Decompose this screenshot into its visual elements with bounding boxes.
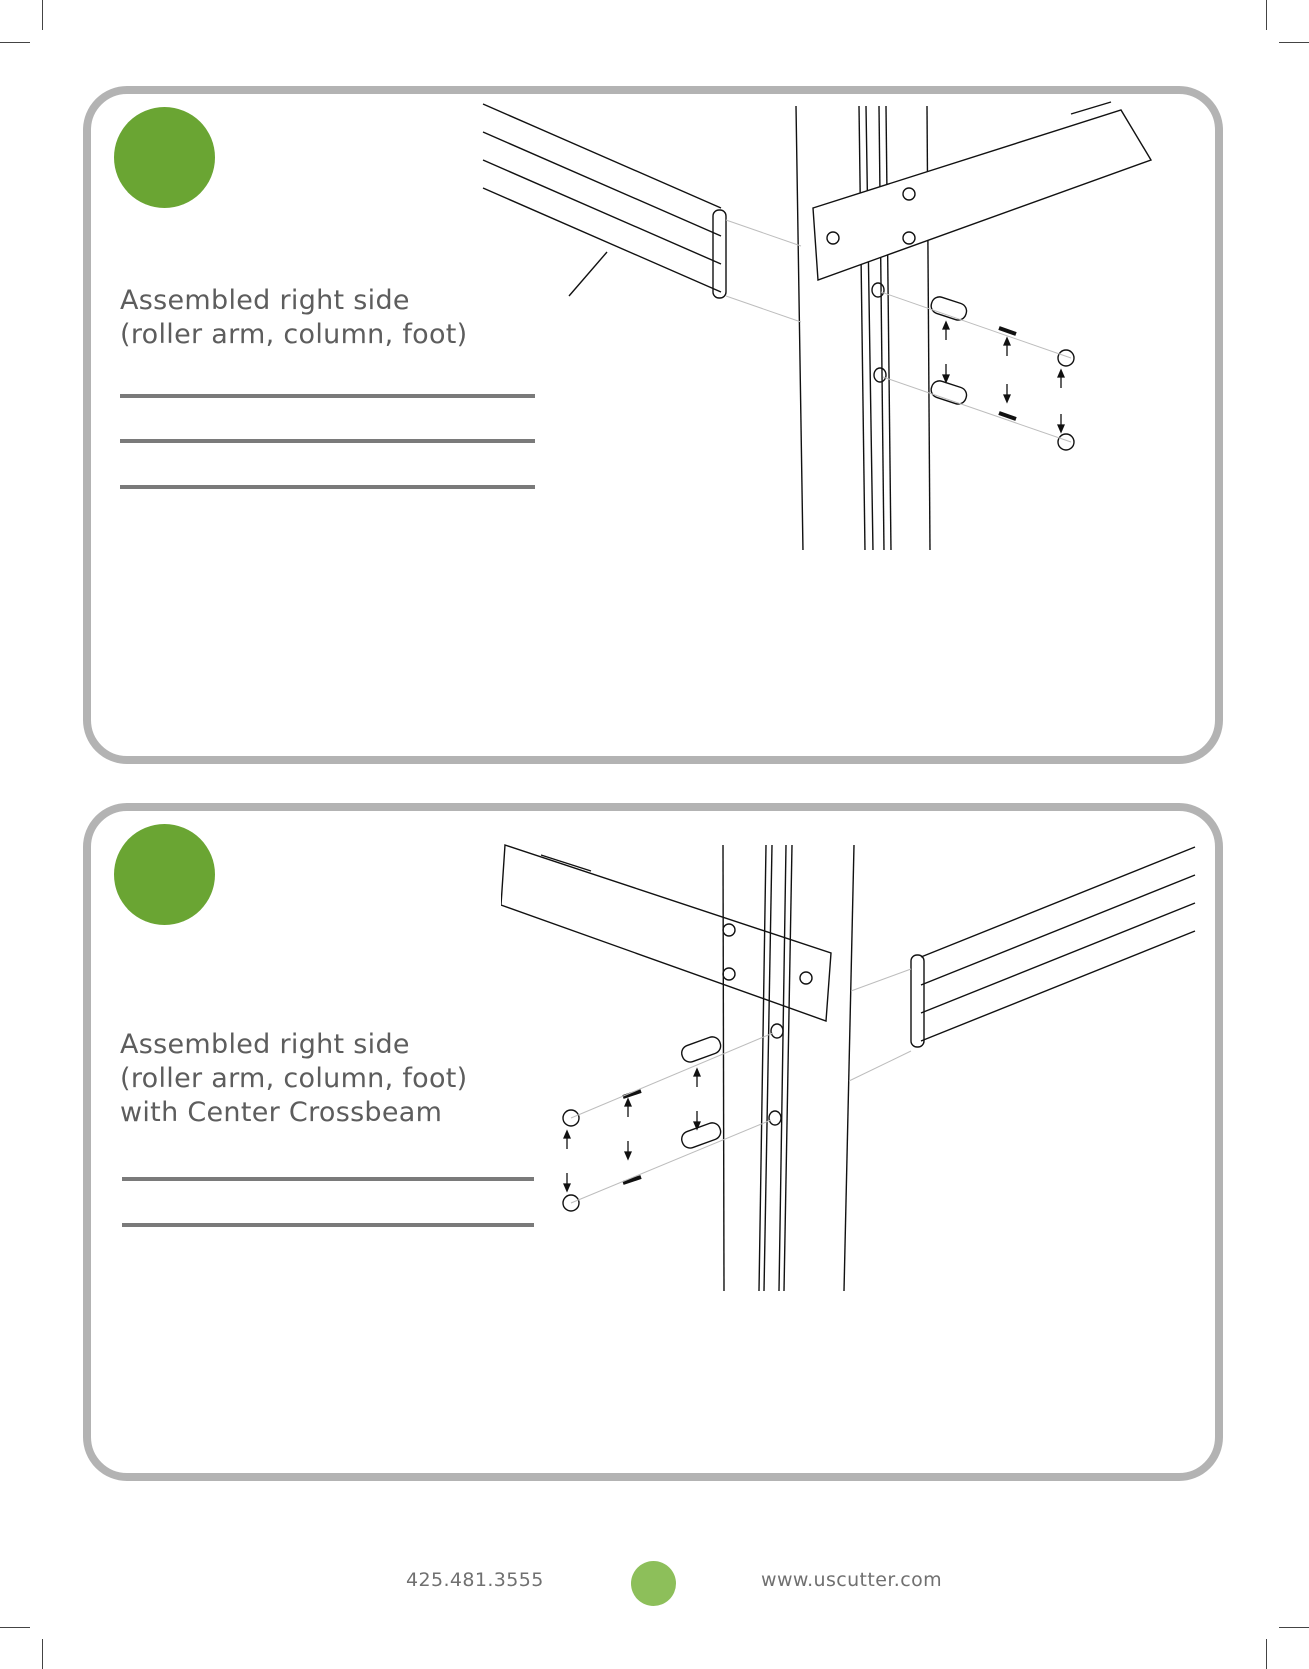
crop-mark: [42, 1639, 43, 1669]
caption-line: (roller arm, column, foot): [120, 319, 468, 350]
caption-line: Assembled right side: [120, 1029, 410, 1060]
crop-mark: [0, 42, 30, 43]
parts-rule: [120, 394, 535, 398]
step-panel-2: [83, 803, 1223, 1481]
caption-line: with Center Crossbeam: [120, 1097, 443, 1128]
parts-rule: [122, 1223, 534, 1227]
crop-mark: [1266, 1639, 1267, 1669]
step-number-badge: [114, 107, 215, 208]
parts-rule: [120, 485, 535, 489]
crop-mark: [0, 1627, 30, 1628]
footer-phone: 425.481.3555: [406, 1569, 544, 1591]
crop-mark: [1279, 42, 1309, 43]
assembly-diagram: [481, 100, 1201, 550]
footer-website[interactable]: www.uscutter.com: [761, 1569, 943, 1591]
crop-mark: [1266, 0, 1267, 30]
caption-line: Assembled right side: [120, 285, 410, 316]
step-caption: [120, 284, 468, 352]
crop-mark: [42, 0, 43, 30]
page-number-badge: [631, 1561, 676, 1606]
step-caption: [120, 1028, 468, 1130]
parts-rule: [120, 439, 535, 443]
crop-mark: [1279, 1627, 1309, 1628]
caption-line: (roller arm, column, foot): [120, 1063, 468, 1094]
assembly-diagram: [501, 841, 1201, 1291]
step-number-badge: [114, 824, 215, 925]
step-panel-1: [83, 86, 1223, 764]
parts-rule: [122, 1177, 534, 1181]
